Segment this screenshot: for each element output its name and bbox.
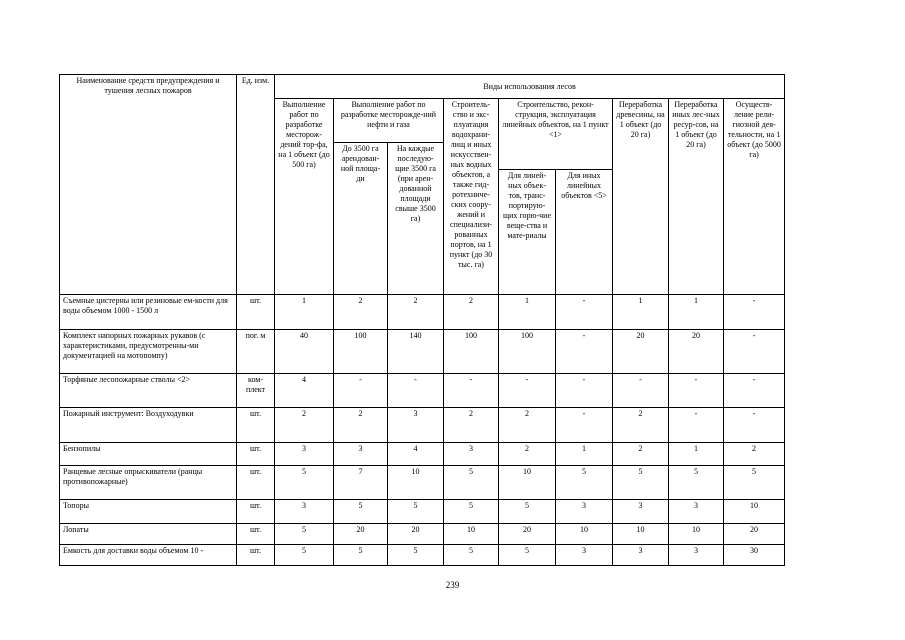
- cell: 5: [444, 466, 499, 500]
- cell: 10: [499, 466, 556, 500]
- cell: 5: [444, 545, 499, 566]
- cell: -: [669, 408, 724, 443]
- cell: 20: [334, 524, 388, 545]
- cell: 2: [275, 408, 334, 443]
- cell: 20: [724, 524, 785, 545]
- cell: 5: [499, 500, 556, 524]
- row-name: Торфяные лесопожарные стволы <2>: [60, 374, 237, 408]
- row-unit: шт.: [237, 443, 275, 466]
- cell: 2: [444, 295, 499, 330]
- table-row: [60, 330, 785, 374]
- cell: 3: [669, 500, 724, 524]
- cell: 10: [388, 466, 444, 500]
- header-oilgas-a: До 3500 га арендован-ной площа-ди: [334, 143, 388, 295]
- cell: 2: [388, 295, 444, 330]
- cell: 3: [388, 408, 444, 443]
- header-other-res: Переработка иных лес-ных ресур-сов, на 1 объект (до 20 га): [669, 99, 724, 295]
- cell: -: [499, 374, 556, 408]
- cell: 2: [724, 443, 785, 466]
- cell: -: [388, 374, 444, 408]
- cell: 3: [275, 443, 334, 466]
- row-unit: шт.: [237, 500, 275, 524]
- cell: 20: [669, 330, 724, 374]
- row-name: Пожарный инструмент: Воздуходувки: [60, 408, 237, 443]
- header-oilgas-group: Выполнение работ по разработке месторожде-ний нефти и газа: [334, 99, 444, 143]
- cell: 10: [444, 524, 499, 545]
- cell: -: [724, 295, 785, 330]
- row-unit: шт.: [237, 466, 275, 500]
- cell: 3: [669, 545, 724, 566]
- cell: 2: [613, 408, 669, 443]
- cell: 4: [388, 443, 444, 466]
- cell: -: [444, 374, 499, 408]
- cell: 40: [275, 330, 334, 374]
- header-religion: Осуществ-ление рели-гиозной дея-тельности, на 1 объект (до 5000 га): [724, 99, 785, 295]
- cell: 5: [275, 524, 334, 545]
- table-row: [60, 545, 785, 566]
- cell: 1: [613, 295, 669, 330]
- page-number: 239: [445, 580, 460, 590]
- cell: 5: [499, 545, 556, 566]
- table-row: [60, 524, 785, 545]
- cell: -: [724, 374, 785, 408]
- cell: 20: [499, 524, 556, 545]
- cell: 1: [499, 295, 556, 330]
- cell: 10: [669, 524, 724, 545]
- row-name: Ранцевые лесные опрыскиватели (ранцы противопожарные): [60, 466, 237, 500]
- row-unit: шт.: [237, 524, 275, 545]
- header-wood: Переработка древесины, на 1 объект (до 20 га): [613, 99, 669, 295]
- row-name: Комплект напорных пожарных рукавов (с характеристиками, предусмотренны-ми документацией на мотопомпу): [60, 330, 237, 374]
- cell: 20: [613, 330, 669, 374]
- table-row: [60, 466, 785, 500]
- cell: -: [556, 374, 613, 408]
- cell: -: [613, 374, 669, 408]
- table-row: [60, 408, 785, 443]
- row-unit: шт.: [237, 408, 275, 443]
- cell: 3: [275, 500, 334, 524]
- row-unit: ком-плект: [237, 374, 275, 408]
- cell: 100: [499, 330, 556, 374]
- cell: 5: [275, 545, 334, 566]
- cell: -: [556, 408, 613, 443]
- row-unit: шт.: [237, 545, 275, 566]
- header-peat: Выполнение работ по разработке месторож-дений тор-фа, на 1 объект (до 500 га): [275, 99, 334, 295]
- header-water: Строитель-ство и экс-плуатация водохрани-лищ и иных искусствен-ных водных объектов, а также гид-ротехниче-ских соору-жений и специализи-рованных портов, на 1 пункт (до 30 тыс. га): [444, 99, 499, 295]
- header-linear-b: Для иных линейных объектов <5>: [556, 170, 613, 295]
- cell: 7: [334, 466, 388, 500]
- cell: 3: [334, 443, 388, 466]
- cell: 1: [275, 295, 334, 330]
- cell: 1: [669, 443, 724, 466]
- row-unit: шт.: [237, 295, 275, 330]
- cell: 5: [613, 466, 669, 500]
- cell: 100: [444, 330, 499, 374]
- cell: -: [724, 330, 785, 374]
- cell: 3: [556, 500, 613, 524]
- header-linear-a: Для линей-ных объек-тов, транс-портирую-щих горю-чие веще-ства и мате-риалы: [499, 170, 556, 295]
- cell: 5: [388, 545, 444, 566]
- cell: 10: [556, 524, 613, 545]
- cell: 10: [613, 524, 669, 545]
- cell: 140: [388, 330, 444, 374]
- cell: 5: [275, 466, 334, 500]
- cell: 1: [669, 295, 724, 330]
- row-name: Съемные цистерны или резиновые ем-кости для воды объемом 1000 - 1500 л: [60, 295, 237, 330]
- header-oilgas-b: На каждые последую-щие 3500 га (при арен-дованной площади свыше 3500 га): [388, 143, 444, 295]
- cell: 2: [499, 408, 556, 443]
- row-name: Топоры: [60, 500, 237, 524]
- cell: 5: [669, 466, 724, 500]
- cell: -: [334, 374, 388, 408]
- table-row: [60, 443, 785, 466]
- cell: 10: [724, 500, 785, 524]
- cell: 4: [275, 374, 334, 408]
- row-name: Бензопилы: [60, 443, 237, 466]
- cell: 1: [556, 443, 613, 466]
- row-name: Лопаты: [60, 524, 237, 545]
- header-types-group: Виды использования лесов: [275, 75, 785, 99]
- table-row: [60, 295, 785, 330]
- cell: 2: [334, 408, 388, 443]
- cell: 100: [334, 330, 388, 374]
- header-name: Наименование средств предупреждения и тушения лесных пожаров: [60, 75, 237, 295]
- cell: 2: [334, 295, 388, 330]
- cell: 20: [388, 524, 444, 545]
- header-linear-group: Строительство, рекон-струкция, эксплуатация линейных объектов, на 1 пункт <1>: [499, 99, 613, 170]
- fire-equipment-table: [59, 74, 785, 566]
- cell: -: [556, 295, 613, 330]
- cell: -: [669, 374, 724, 408]
- table-row: [60, 500, 785, 524]
- cell: 5: [388, 500, 444, 524]
- cell: 3: [613, 500, 669, 524]
- cell: 3: [444, 443, 499, 466]
- cell: 2: [499, 443, 556, 466]
- cell: 2: [444, 408, 499, 443]
- cell: 5: [724, 466, 785, 500]
- cell: -: [556, 330, 613, 374]
- row-unit: пог. м: [237, 330, 275, 374]
- cell: 5: [444, 500, 499, 524]
- cell: 3: [556, 545, 613, 566]
- cell: -: [724, 408, 785, 443]
- cell: 5: [334, 500, 388, 524]
- cell: 3: [613, 545, 669, 566]
- cell: 2: [613, 443, 669, 466]
- cell: 5: [556, 466, 613, 500]
- header-unit: Ед. изм.: [237, 75, 275, 295]
- cell: 5: [334, 545, 388, 566]
- row-name: Емкость для доставки воды объемом 10 -: [60, 545, 237, 566]
- cell: 30: [724, 545, 785, 566]
- table-row: [60, 374, 785, 408]
